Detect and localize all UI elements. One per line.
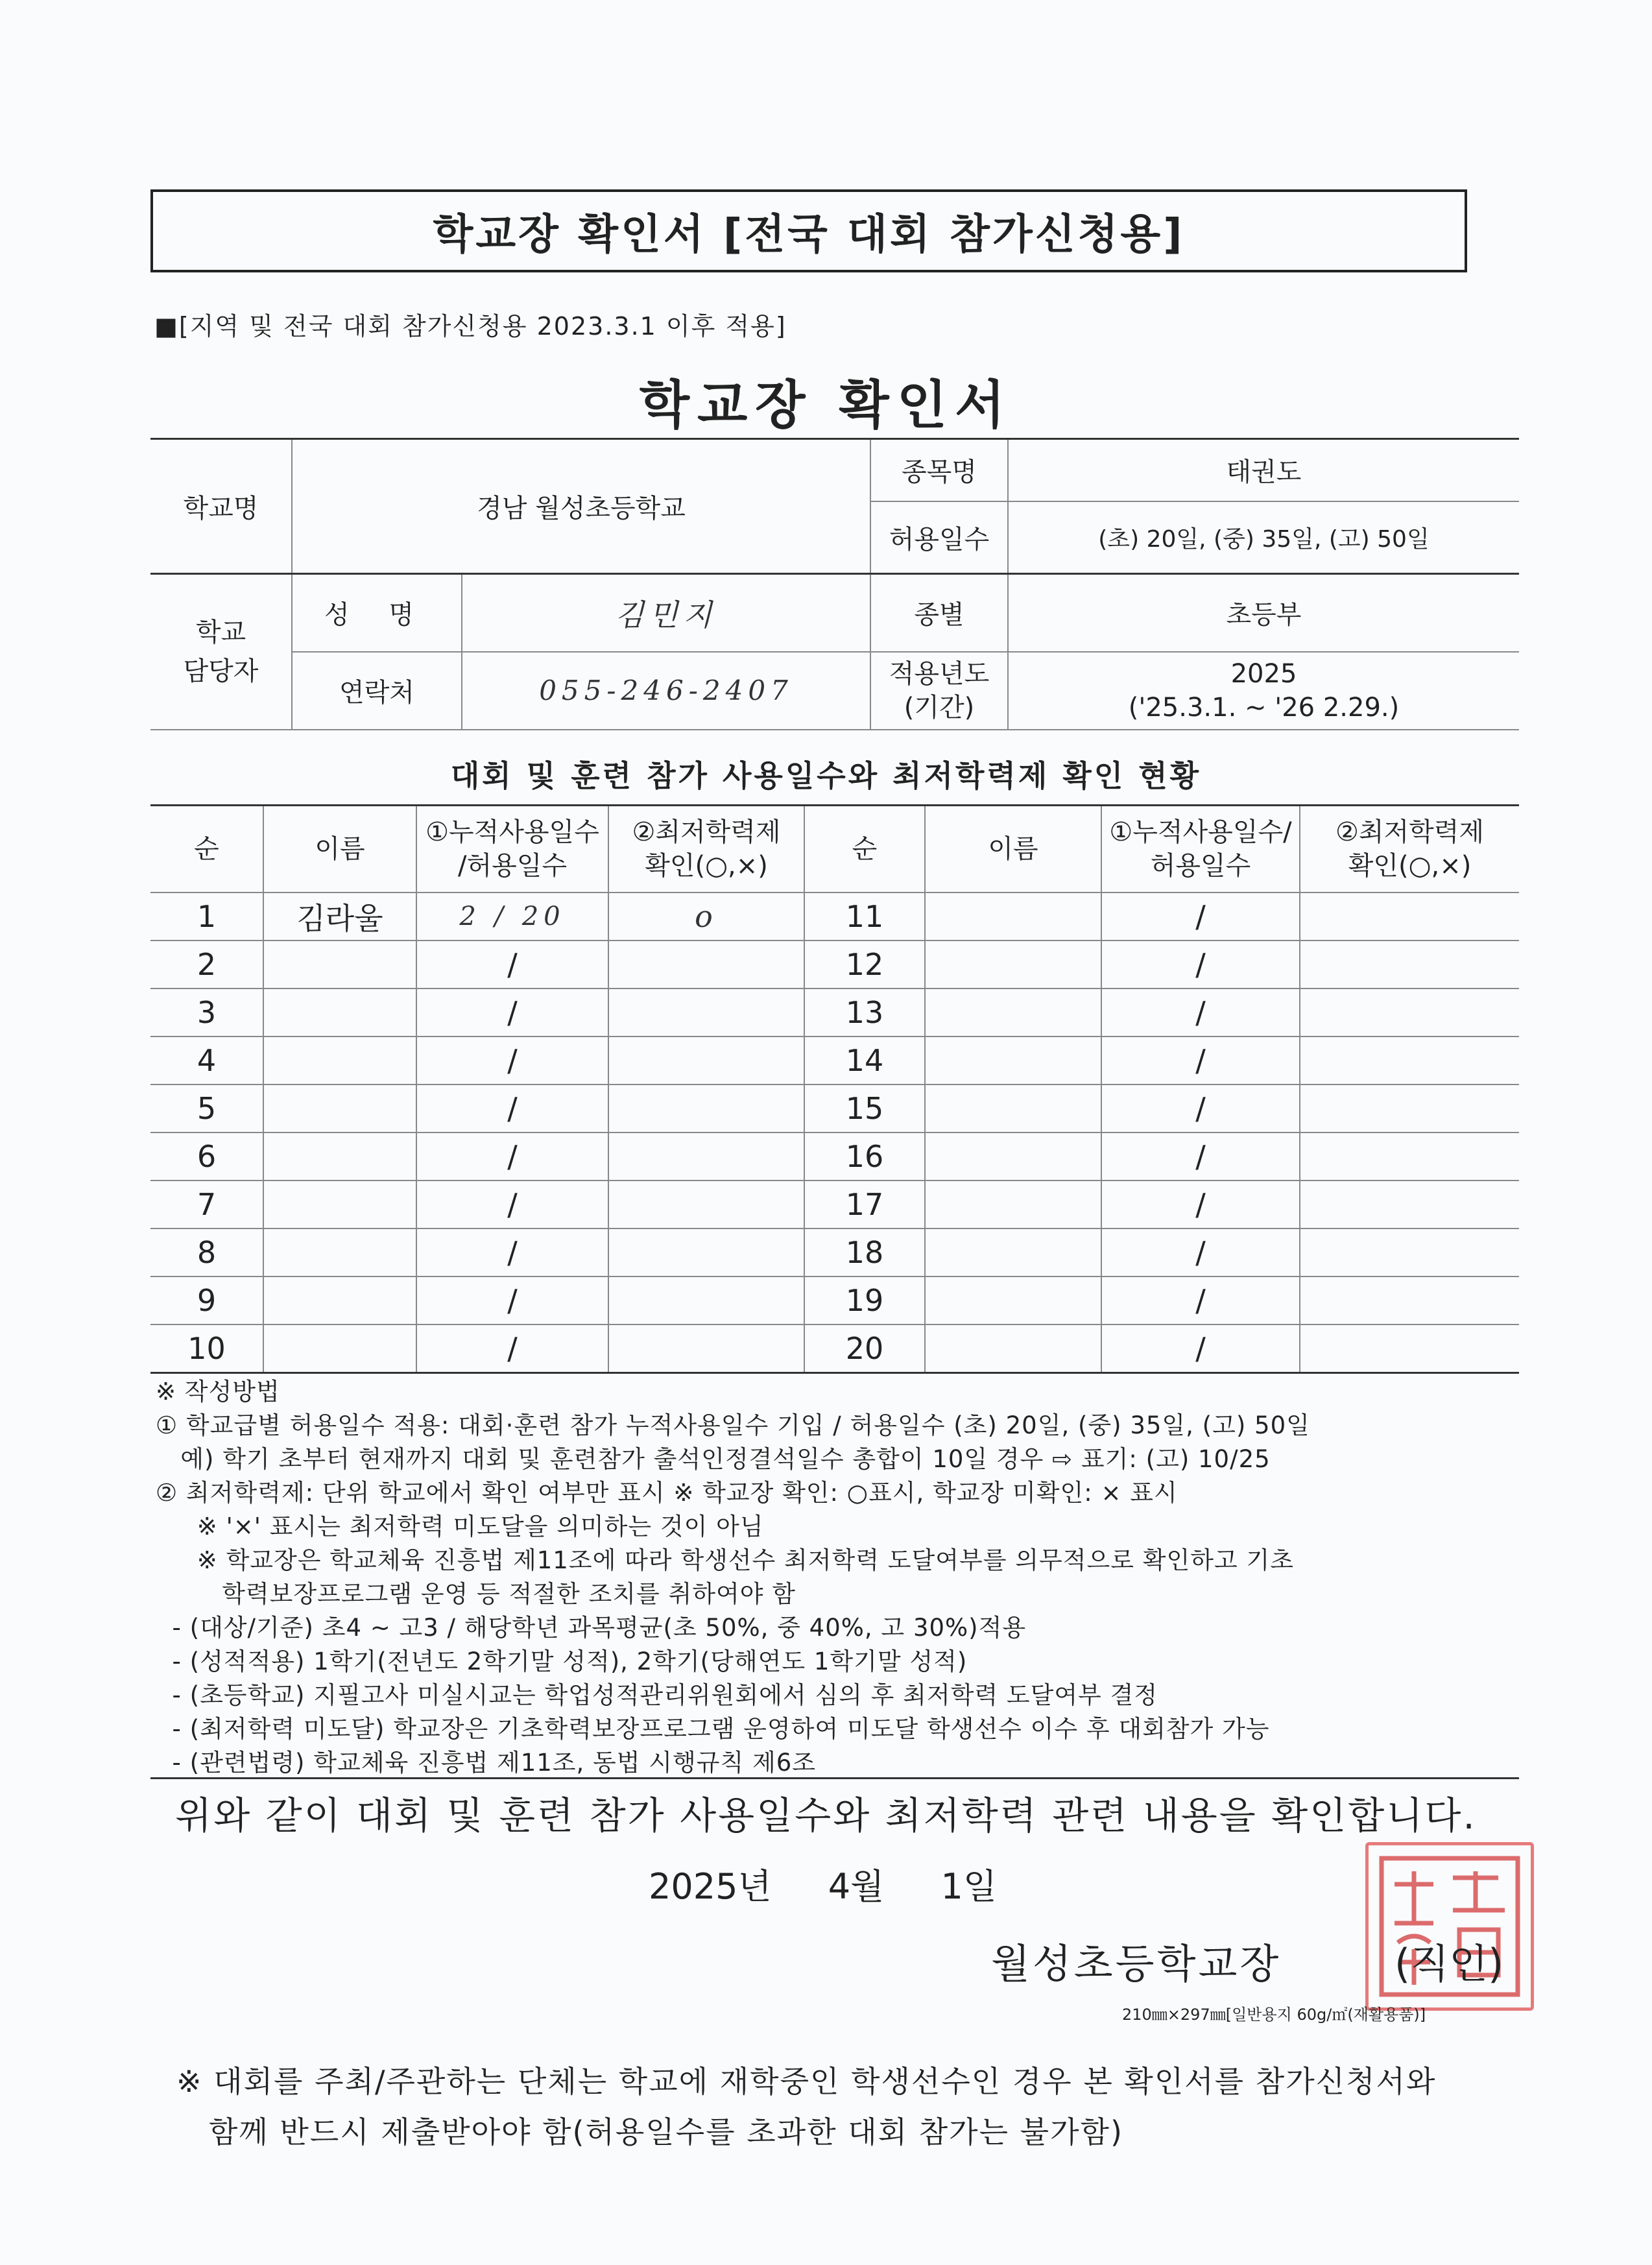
row-name [263,1276,416,1324]
row-name [263,1324,416,1373]
col-header-check: ②최저학력제 확인(○,×) [608,806,804,893]
sport-label: 종목명 [870,439,1008,501]
date-day: 1일 [940,1866,997,1907]
note-line: ※ '×' 표시는 최저학력 미도달을 의미하는 것이 아님 [156,1513,764,1540]
document-title-box: 학교장 확인서 [전국 대회 참가신청용] [150,189,1467,272]
row-days: / [416,1228,608,1276]
row-no: 5 [150,1085,263,1132]
school-label: 학교명 [150,439,292,574]
name-label: 성 명 [292,574,462,652]
row-no-2: 14 [804,1037,925,1085]
table-row [150,893,1519,941]
row-days: / [416,1037,608,1085]
row-name-2 [925,1132,1101,1180]
sport-value: 태권도 [1008,439,1519,501]
row-no-2: 13 [804,989,925,1037]
row-days-2: / [1101,893,1300,941]
table-row [150,1324,1519,1373]
row-name-2 [925,1228,1101,1276]
col-header-no-2: 순 [804,806,925,893]
note-line: ① 학교급별 허용일수 적용: 대회·훈련 참가 누적사용일수 기입 / 허용일수 (초) 20일, (중) 35일, (고) 50일 [156,1411,1310,1439]
submission-footnote [176,2056,1436,2157]
contact-value: 055-246-2407 [462,652,870,730]
row-name-2 [925,1180,1101,1228]
row-no: 4 [150,1037,263,1085]
row-no-2: 17 [804,1180,925,1228]
participation-table [150,804,1519,1374]
school-value: 경남 월성초등학교 [292,439,870,574]
row-days-2: / [1101,1228,1300,1276]
row-no-2: 15 [804,1085,925,1132]
row-no: 6 [150,1132,263,1180]
note-line: - (성적적용) 1학기(전년도 2학기말 성적), 2학기(당해연도 1학기말 성적) [156,1648,968,1675]
contact-label: 연락처 [292,652,462,730]
row-no-2: 12 [804,941,925,989]
note-line: - (최저학력 미도달) 학교장은 기초학력보장프로그램 운영하여 미도달 학생선수 이수 후 대회참가 가능 [156,1715,1270,1743]
row-days-2: / [1101,941,1300,989]
days-value: (초) 20일, (중) 35일, (고) 50일 [1008,501,1519,574]
table-row [150,989,1519,1037]
footnote-line: ※ 대회를 주최/주관하는 단체는 학교에 재학중인 학생선수인 경우 본 확인서를 참가신청서와 [176,2064,1437,2099]
row-check [608,1276,804,1324]
row-check [608,989,804,1037]
section-title: 대회 및 훈련 참가 사용일수와 최저학력제 확인 현황 [450,758,1202,793]
row-check-2 [1300,1180,1519,1228]
table-row [150,1228,1519,1276]
row-no-2: 20 [804,1324,925,1373]
year-label: 적용년도 (기간) [870,652,1008,730]
row-no-2: 19 [804,1276,925,1324]
note-line: - (대상/기준) 초4 ~ 고3 / 해당학년 과목평균(초 50%, 중 40%, 고 30%)적용 [156,1614,1027,1642]
row-check-2 [1300,941,1519,989]
row-no-2: 16 [804,1132,925,1180]
row-days-2: / [1101,989,1300,1037]
note-line: 예) 학기 초부터 현재까지 대회 및 훈련참가 출석인정결석일수 총합이 10일 경우 ⇨ 표기: (고) 10/25 [156,1445,1271,1473]
row-days-2: / [1101,1132,1300,1180]
row-days: / [416,989,608,1037]
table-row [150,1180,1519,1228]
principal-title: 월성초등학교장 [991,1940,1282,1987]
row-name-2 [925,893,1101,941]
divider [150,1777,1519,1779]
col-header-no: 순 [150,806,263,893]
name-value: 김민지 [462,574,870,652]
note-line: ※ 학교장은 학교체육 진흥법 제11조에 따라 학생선수 최저학력 도달여부를 의무적으로 확인하고 기초 [156,1546,1294,1574]
writing-instructions [156,1375,1310,1780]
row-no: 8 [150,1228,263,1276]
applicability-notice: ■[지역 및 전국 대회 참가신청용 2023.3.1 이후 적용] [154,312,787,341]
row-check [608,1228,804,1276]
row-days: 2 / 20 [416,893,608,941]
row-check [608,1132,804,1180]
table-row [150,1132,1519,1180]
seal-label: (직인) [1395,1940,1504,1987]
division-value: 초등부 [1008,574,1519,652]
row-name [263,1085,416,1132]
note-line: ※ 작성방법 [156,1378,280,1406]
issue-date [649,1859,1042,1909]
paper-spec: 210㎜×297㎜[일반용지 60g/㎡(재활용품)] [1122,2006,1426,2024]
row-days-2: / [1101,1276,1300,1324]
row-no: 9 [150,1276,263,1324]
row-name-2 [925,941,1101,989]
date-year: 2025년 [649,1866,772,1907]
row-check-2 [1300,1228,1519,1276]
row-name [263,1180,416,1228]
col-header-days-2: ①누적사용일수/ 허용일수 [1101,806,1300,893]
row-no: 2 [150,941,263,989]
period-value: ('25.3.1. ~ '26 2.29.) [1128,692,1400,723]
row-days: / [416,941,608,989]
row-no-2: 18 [804,1228,925,1276]
col-header-check-2: ②최저학력제 확인(○,×) [1300,806,1519,893]
row-check-2 [1300,1276,1519,1324]
year-cell [1008,652,1519,730]
col-header-days: ①누적사용일수 /허용일수 [416,806,608,893]
row-check-2 [1300,1085,1519,1132]
note-line: 학력보장프로그램 운영 등 적절한 조치를 취하여야 함 [156,1580,796,1608]
row-no: 3 [150,989,263,1037]
table-row [150,1037,1519,1085]
row-name-2 [925,1276,1101,1324]
row-name: 김라울 [263,893,416,941]
row-name-2 [925,1085,1101,1132]
row-check [608,1037,804,1085]
days-label: 허용일수 [870,501,1008,574]
footnote-line: 함께 반드시 제출받아야 함(허용일수를 초과한 대회 참가는 불가함) [176,2115,1123,2150]
row-days: / [416,1276,608,1324]
table-row [150,1276,1519,1324]
col-header-name-2: 이름 [925,806,1101,893]
row-check: o [608,893,804,941]
row-days-2: / [1101,1324,1300,1373]
row-days-2: / [1101,1037,1300,1085]
row-name-2 [925,989,1101,1037]
row-check-2 [1300,893,1519,941]
row-check [608,941,804,989]
year-value: 2025 [1230,658,1297,689]
row-check-2 [1300,1037,1519,1085]
row-days: / [416,1324,608,1373]
row-name [263,1037,416,1085]
row-name [263,941,416,989]
note-line: - (초등학교) 지필고사 미실시교는 학업성적관리위원회에서 심의 후 최저학력 도달여부 결정 [156,1681,1158,1709]
confirmation-statement: 위와 같이 대회 및 훈련 참가 사용일수와 최저학력 관련 내용을 확인합니다. [175,1793,1477,1838]
row-name-2 [925,1037,1101,1085]
form-title: 학교장 확인서 [639,375,1013,435]
row-no: 7 [150,1180,263,1228]
row-check-2 [1300,1324,1519,1373]
row-check [608,1085,804,1132]
table-row [150,941,1519,989]
staff-label: 학교 담당자 [150,574,292,730]
row-no: 1 [150,893,263,941]
row-no-2: 11 [804,893,925,941]
table-header-row [150,806,1519,893]
row-name [263,1132,416,1180]
table-row [150,1085,1519,1132]
date-month: 4월 [828,1866,885,1907]
row-days: / [416,1132,608,1180]
row-days-2: / [1101,1085,1300,1132]
row-name [263,989,416,1037]
school-info-table [150,438,1519,730]
note-line: ② 최저학력제: 단위 학교에서 확인 여부만 표시 ※ 학교장 확인: ○표시, 학교장 미확인: × 표시 [156,1479,1178,1507]
row-check-2 [1300,1132,1519,1180]
row-days: / [416,1180,608,1228]
row-name-2 [925,1324,1101,1373]
division-label: 종별 [870,574,1008,652]
row-name [263,1228,416,1276]
note-line: - (관련법령) 학교체육 진흥법 제11조, 동법 시행규칙 제6조 [156,1749,817,1777]
row-days-2: / [1101,1180,1300,1228]
col-header-name: 이름 [263,806,416,893]
row-no: 10 [150,1324,263,1373]
row-check-2 [1300,989,1519,1037]
row-check [608,1324,804,1373]
row-days: / [416,1085,608,1132]
row-check [608,1180,804,1228]
